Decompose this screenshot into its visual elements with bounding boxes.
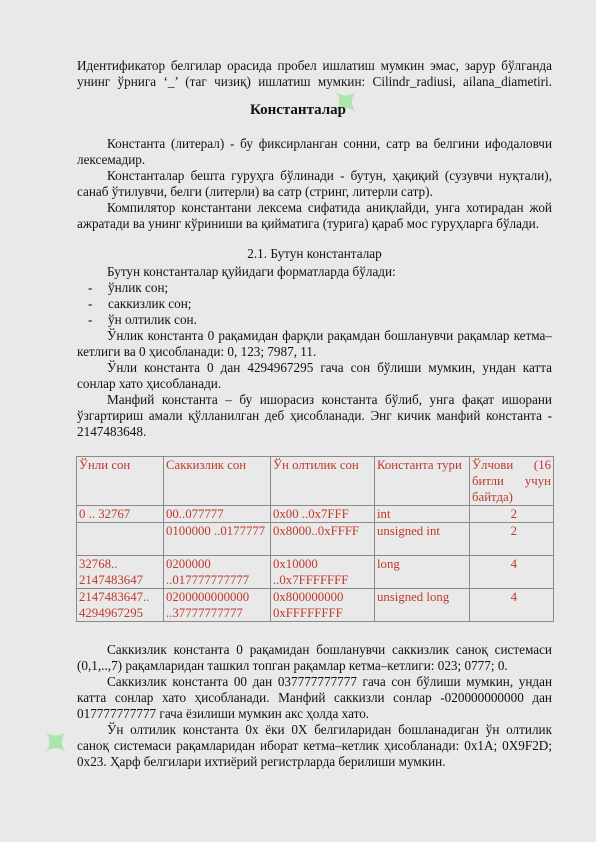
formats-intro: Бутун константалар қуйидаги форматларда бўлади: bbox=[107, 264, 396, 279]
watermark: ✦ bbox=[319, 75, 375, 131]
intro-line-1: Идентификатор белгилар орасида пробел ишлатиш мумкин эмас, зарур бўлганда bbox=[77, 58, 552, 73]
subsection-title: 2.1. Бутун константалар bbox=[247, 246, 382, 261]
paragraph: Манфий константа – бу ишорасиз константа бўлиб, унга фақат ишорани ўзгартириш амали қўлланилган деб ҳисобланади. Энг кичик манфий константа - 2147483648. bbox=[77, 392, 552, 439]
table-header-row bbox=[77, 457, 554, 506]
table-header: Ўнли сон bbox=[77, 457, 164, 506]
table-cell: 4 bbox=[470, 556, 554, 589]
list-item: - ўнлик сон; bbox=[88, 280, 169, 295]
table-cell: 0100000 ..0177777 bbox=[164, 523, 271, 556]
table-cell: 0200000000000 ..37777777777 bbox=[164, 589, 271, 622]
table-cell: 4 bbox=[470, 589, 554, 622]
table-cell: 2 bbox=[470, 523, 554, 556]
watermark: ✦ bbox=[29, 715, 85, 771]
table-row bbox=[77, 556, 554, 589]
table-cell bbox=[77, 523, 164, 556]
table-row bbox=[77, 589, 554, 622]
table-cell: long bbox=[375, 556, 470, 589]
table-cell: 0x800000000 0xFFFFFFFF bbox=[271, 589, 375, 622]
paragraph: Константа (литерал) - бу фиксирланган сонни, сатр ва белгини ифодаловчи лексемадир. bbox=[77, 136, 552, 167]
paragraph: Саккизлик константа 0 рақамидан бошланувчи саккизлик саноқ системаси (0,1,..,7) рақамларидан ташкил топган рақамлар кетма–кетлиги: 023; 0777; 0. bbox=[77, 642, 552, 673]
paragraph: Ўнлик константа 0 рақамидан фарқли рақамдан бошланувчи рақамлар кетма–кетлиги ва 0 ҳисобланади: 0, 123; 7987, 11. bbox=[77, 328, 552, 359]
paragraph: Саккизлик константа 00 дан 037777777777 гача сон бўлиши мумкин, ундан катта сонлар хато ҳисобланади. Манфий саккизли сонлар -020000000000 дан 017777777777 гача ёзилиши мумкин акс ҳолда хато. bbox=[77, 674, 552, 721]
table-cell: 2147483647.. 4294967295 bbox=[77, 589, 164, 622]
table-header: Ўлчови (16 битли учун байтда) bbox=[470, 457, 554, 506]
table-header: Саккизлик сон bbox=[164, 457, 271, 506]
intro-line-2: унинг ўрнига ‘_’ (таг чизиқ) ишлатиш мумкин: Cilindr_radiusi, ailana_diametiri. bbox=[77, 74, 552, 89]
table-cell: 0x10000 ..0x7FFFFFFF bbox=[271, 556, 375, 589]
table-header: Константа тури bbox=[375, 457, 470, 506]
table-cell: 0 .. 32767 bbox=[77, 506, 164, 523]
paragraph: Константалар бешта гуруҳга бўлинади - бутун, ҳақиқий (сузувчи нуқтали), санаб ўтилувчи, белги (литерли) ва сатр (стринг, литерли сатр). bbox=[77, 168, 552, 199]
list-item: - ўн олтилик сон. bbox=[88, 312, 197, 327]
paragraph: Компилятор константани лексема сифатида аниқлайди, унга хотирадан жой ажратади ва унинг кўриниши ва қийматига (турига) қараб мос гуруҳларга бўлади. bbox=[77, 200, 552, 231]
table-cell: int bbox=[375, 506, 470, 523]
table-row bbox=[77, 506, 554, 523]
table-cell: 0200000 ..017777777777 bbox=[164, 556, 271, 589]
paragraph: Ўнли константа 0 дан 4294967295 гача сон бўлиши мумкин, ундан катта сонлар хато ҳисобланади. bbox=[77, 360, 552, 391]
table-cell: unsigned int bbox=[375, 523, 470, 556]
list-item: - саккизлик сон; bbox=[88, 296, 192, 311]
table-cell: 0x8000..0xFFFF bbox=[271, 523, 375, 556]
table-cell: 00..077777 bbox=[164, 506, 271, 523]
table-cell: 0x00 ..0x7FFF bbox=[271, 506, 375, 523]
section-title: Константалар bbox=[249, 102, 347, 118]
table-cell: 32768.. 2147483647 bbox=[77, 556, 164, 589]
table-row bbox=[77, 523, 554, 556]
paragraph: Ўн олтилик константа 0x ёки 0X белгиларидан бошланадиган ўн олтилик саноқ системаси рақамларидан иборат кетма–кетлик ҳисобланади: 0x1A; 0X9F2D; 0x23. Ҳарф белгилари ихтиёрий регистрларда берилиши мумкин. bbox=[77, 722, 552, 769]
table-cell: unsigned long bbox=[375, 589, 470, 622]
table-header: Ўн олтилик сон bbox=[271, 457, 375, 506]
table-cell: 2 bbox=[470, 506, 554, 523]
integer-constants-table bbox=[76, 456, 554, 622]
